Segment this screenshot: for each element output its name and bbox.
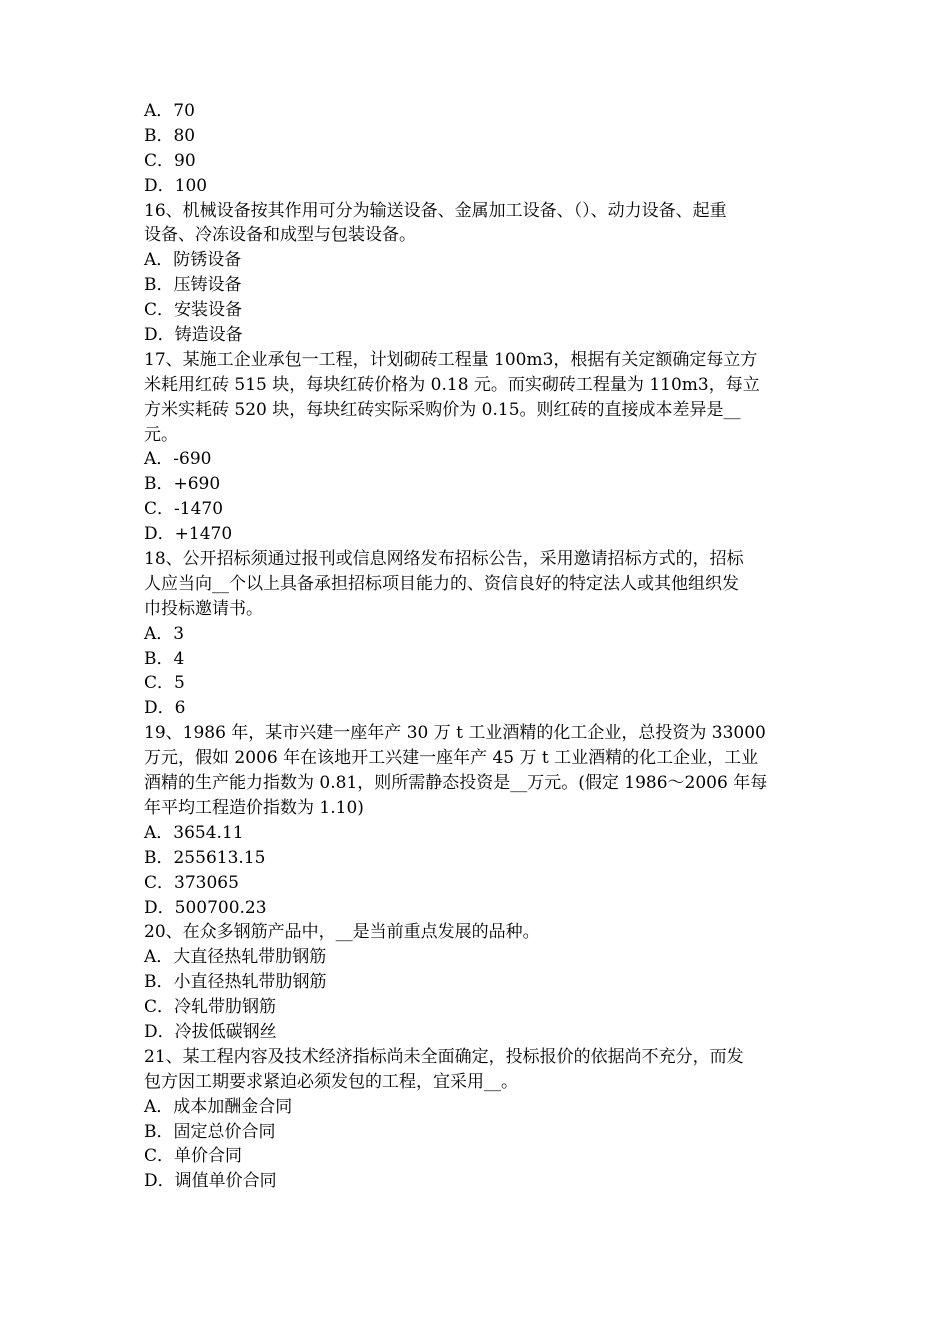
question-17 (144, 348, 816, 547)
option-d: D．100 (144, 175, 208, 196)
question-stem: 16、机械设备按其作用可分为输送设备、金属加工设备、（）、动力设备、起重 (144, 200, 727, 221)
option-a: A．成本加酬金合同 (144, 1096, 293, 1117)
exam-content (144, 99, 816, 1194)
option-d: D．+1470 (144, 524, 233, 545)
question-stem: 17、某施工企业承包一工程，计划砌砖工程量 100m3，根据有关定额确定每立方 (144, 349, 758, 370)
question-19 (144, 721, 816, 920)
question-stem: 酒精的生产能力指数为 0.81，则所需静态投资是__万元。(假定 1986～2006 年每 (144, 773, 768, 794)
question-stem: 元。 (144, 424, 178, 445)
question-stem: 巾投标邀请书。 (144, 598, 263, 619)
question-stem: 20、在众多钢筋产品中，__是当前重点发展的品种。 (144, 922, 540, 943)
option-d: D．6 (144, 698, 186, 719)
question-stem: 方米实耗砖 520 块，每块红砖实际采购价为 0.15。则红砖的直接成本差异是__ (144, 399, 741, 420)
question-16 (144, 199, 816, 348)
question-stem: 设备、冷冻设备和成型与包装设备。 (144, 225, 416, 246)
question-stem: 18、公开招标须通过报刊或信息网络发布招标公告，采用邀请招标方式的，招标 (144, 549, 744, 570)
question-stem: 21、某工程内容及技术经济指标尚未全面确定，投标报价的依据尚不充分，而发 (144, 1046, 744, 1067)
option-b: B．固定总价合同 (144, 1121, 276, 1142)
option-d: D．调值单价合同 (144, 1171, 277, 1192)
option-b: B．80 (144, 125, 196, 146)
option-c: C．5 (144, 673, 185, 694)
option-c: C．373065 (144, 872, 239, 893)
question-stem: 年平均工程造价指数为 1.10) (144, 797, 364, 818)
question-stem: 米耗用红砖 515 块，每块红砖价格为 0.18 元。而实砌砖工程量为 110m3，每立 (144, 374, 760, 395)
option-b: B．255613.15 (144, 847, 266, 868)
option-c: C．-1470 (144, 499, 224, 520)
option-b: B．压铸设备 (144, 275, 242, 296)
option-a: A．防锈设备 (144, 250, 242, 271)
question-21 (144, 1045, 816, 1194)
option-c: C．安装设备 (144, 300, 243, 321)
option-c: C．90 (144, 150, 196, 171)
option-d: D．500700.23 (144, 897, 267, 918)
option-a: A．3 (144, 623, 185, 644)
option-a: A．3654.11 (144, 822, 244, 843)
prev-question-options (144, 99, 816, 199)
question-20 (144, 920, 816, 1044)
option-a: A．大直径热轧带肋钢筋 (144, 947, 327, 968)
question-stem: 包方因工期要求紧迫必须发包的工程，宜采用__。 (144, 1071, 518, 1092)
option-d: D．铸造设备 (144, 325, 243, 346)
option-b: B．4 (144, 648, 185, 669)
option-d: D．冷拔低碳钢丝 (144, 1021, 277, 1042)
option-c: C．冷轧带肋钢筋 (144, 997, 277, 1018)
question-stem: 人应当向__个以上具备承担招标项目能力的、资信良好的特定法人或其他组织发 (144, 573, 739, 594)
option-a: A．70 (144, 101, 195, 121)
option-a: A．-690 (144, 449, 212, 470)
question-18 (144, 547, 816, 721)
question-stem: 19、1986 年，某市兴建一座年产 30 万 t 工业酒精的化工企业，总投资为 33000 (144, 723, 766, 744)
option-b: B．+690 (144, 474, 221, 495)
option-c: C．单价合同 (144, 1146, 243, 1167)
question-stem: 万元，假如 2006 年在该地开工兴建一座年产 45 万 t 工业酒精的化工企业，工业 (144, 748, 759, 769)
option-b: B．小直径热轧带肋钢筋 (144, 972, 327, 993)
